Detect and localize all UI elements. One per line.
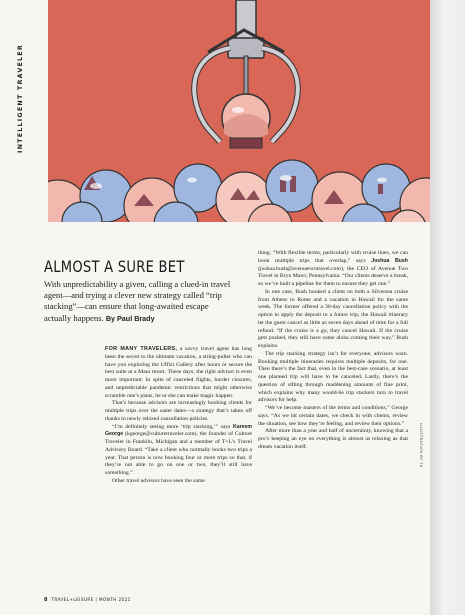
paragraph-text: “I’m definitely seeing more ‘trip stacking,’” says: [112, 423, 233, 430]
paragraph-text: thing. “With flexible terms, particularly with cruise lines, we can book multiple trips that overlap,” says: [258, 250, 408, 264]
paragraph: After more than a year and half of uncertainty, knowing that a pro’s keeping an eye on everything is almost as relaxing as that dream vacation itself.: [258, 428, 408, 450]
dek: [44, 279, 236, 324]
illustration-credit: ILLUSTRATION BY TK: [419, 423, 423, 468]
lead-in: FOR MANY TRAVELERS,: [105, 346, 178, 352]
body-column-left: [105, 346, 252, 486]
byline: By Paul Brady: [105, 313, 155, 323]
paragraph: In one case, Bush booked a client on both a Silversea cruise from Athens to Rome and a vacation in Hawaii for the same week. The former offered a 30-day cancellation policy with the option to apply the deposit to a future trip; the Hawaii itinerary let the guest cancel as little as seven days ahead of time for a full refund. “If the cruise is a go, they cancel Hawaii. If the cruise gets pushed, they still have some aloha coming their way,” Bush explains.: [258, 288, 408, 349]
dek-text: With unpredictability a given, calling a clued-in travel agent—and trying a clever new strategy called “trip stacking”—can ensure that long-awaited escape actually happens.: [44, 279, 231, 323]
headline: ALMOST A SURE BET: [44, 257, 185, 276]
publication-name: TRAVEL+LEISURE | MONTH 2021: [51, 597, 131, 602]
claw-machine-illustration: [48, 0, 430, 222]
paragraph-text: (kgeorge@culturetraveler.com), the founder of Culture Traveler in Franklin, Michigan and a member of T+L’s Travel Advisory Board. “Take a client who normally books two trips a year. That person is now booking four or more trips so that, if they’re not able to go on one or two, they’ll still have something.”: [105, 431, 252, 476]
paragraph: [105, 424, 252, 478]
source-name: Joshua Bush: [371, 257, 408, 264]
page-number: 8: [44, 597, 48, 603]
paragraph: The trip stacking strategy isn’t for everyone, advisors warn. Booking multiple itineraries requires multiple deposits, for one. Then there’s the fact that, even in the best-case scenario, at least one planned trip will have to be canceled. Lastly, there’s the question of sifting through maddening amounts of fine print, which explains why many would-be trip stackers turn to travel advisors for help.: [258, 350, 408, 404]
paragraph: [258, 250, 408, 289]
paragraph-text: a savvy travel agent has long been the secret to the ultimate vacation, a string-puller who can have you exploring the Uffizi Gallery after hours or secure the best suite at a Maui resort. These days, the right advisor is even more important: In spite of canceled flights, border closures, and unpredictable pandemic restrictions that might otherwise scramble one’s plans, he or she can make magic happen.: [105, 346, 252, 399]
section-label: INTELLIGENT TRAVELER: [16, 44, 24, 153]
body-column-right: [258, 250, 408, 452]
paragraph: Other travel advisors have seen the same: [112, 477, 205, 484]
page-edge: [430, 0, 465, 615]
folio: [44, 597, 131, 603]
paragraph: “We’ve become masters of the terms and conditions,” George says. “As we hit certain dates, we check in with clients, review the situation, see how they’re feeling, and review their options.”: [258, 405, 408, 427]
paragraph: That’s because advisors are increasingly booking clients for multiple trips over the same dates—a strategy that’s taken off thanks to newly relaxed cancellation policies.: [105, 400, 252, 422]
paragraph-text: (joshua.bush@avenuetwotravel.com), the CEO of Avenue Two Travel in Bryn Mawr, Pennsylvania. “Our clients deserve a break, so we’ve built a pipeline for them to ensure they get one.”: [258, 265, 408, 287]
source-name: Kareem George: [105, 423, 252, 438]
paragraph: [105, 346, 252, 400]
